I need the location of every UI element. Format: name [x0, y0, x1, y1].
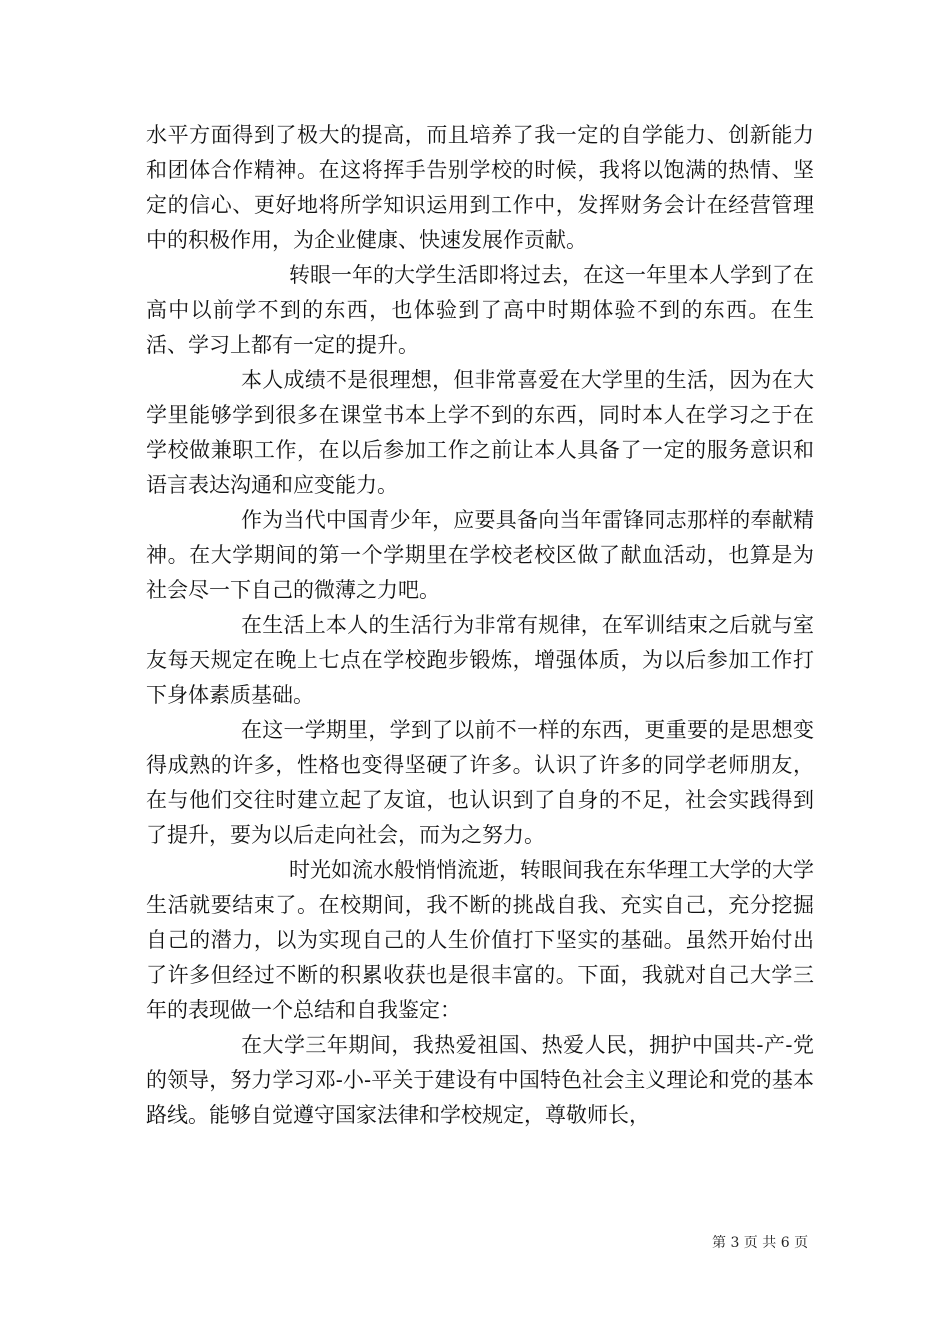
paragraph-4: 作为当代中国青少年，应要具备向当年雷锋同志那样的奉献精神。在大学期间的第一个学期里在学校老校区做了献血活动，也算是为社会尽一下自己的微薄之力吧。 — [146, 508, 814, 602]
paragraph-7: 时光如流水般悄悄流逝，转眼间我在东华理工大学的大学生活就要结束了。在校期间，我不断的挑战自我、充实自己，充分挖掘自己的潜力，以为实现自己的人生价值打下坚实的基础。虽然开始付出了许多但经过不断的积累收获也是很丰富的。下面，我就对自己大学三年的表现做一个总结和自我鉴定： — [146, 858, 814, 1022]
paragraph-5: 在生活上本人的生活行为非常有规律，在军训结束之后就与室友每天规定在晚上七点在学校跑步锻炼，增强体质，为以后参加工作打下身体素质基础。 — [146, 613, 814, 707]
paragraph-3: 本人成绩不是很理想，但非常喜爱在大学里的生活，因为在大学里能够学到很多在课堂书本上学不到的东西，同时本人在学习之于在学校做兼职工作，在以后参加工作之前让本人具备了一定的服务意识和语言表达沟通和应变能力。 — [146, 368, 814, 497]
paragraph-6: 在这一学期里，学到了以前不一样的东西，更重要的是思想变得成熟的许多，性格也变得坚硬了许多。认识了许多的同学老师朋友，在与他们交往时建立起了友谊，也认识到了自身的不足，社会实践得到了提升，要为以后走向社会，而为之努力。 — [146, 718, 814, 847]
paragraph-8: 在大学三年期间，我热爱祖国、热爱人民，拥护中国共-产-党的领导，努力学习邓-小-平关于建设有中国特色社会主义理论和党的基本路线。能够自觉遵守国家法律和学校规定，尊敬师长， — [146, 1033, 814, 1127]
paragraph-1: 水平方面得到了极大的提高，而且培养了我一定的自学能力、创新能力和团体合作精神。在这将挥手告别学校的时候，我将以饱满的热情、坚定的信心、更好地将所学知识运用到工作中，发挥财务会计在经营管理中的积极作用，为企业健康、快速发展作贡献。 — [146, 123, 814, 252]
document-body — [146, 118, 814, 1133]
paragraph-2: 转眼一年的大学生活即将过去，在这一年里本人学到了在高中以前学不到的东西，也体验到了高中时期体验不到的东西。在生活、学习上都有一定的提升。 — [146, 263, 814, 357]
page-number-footer: 第 3 页 共 6 页 — [712, 1235, 809, 1251]
